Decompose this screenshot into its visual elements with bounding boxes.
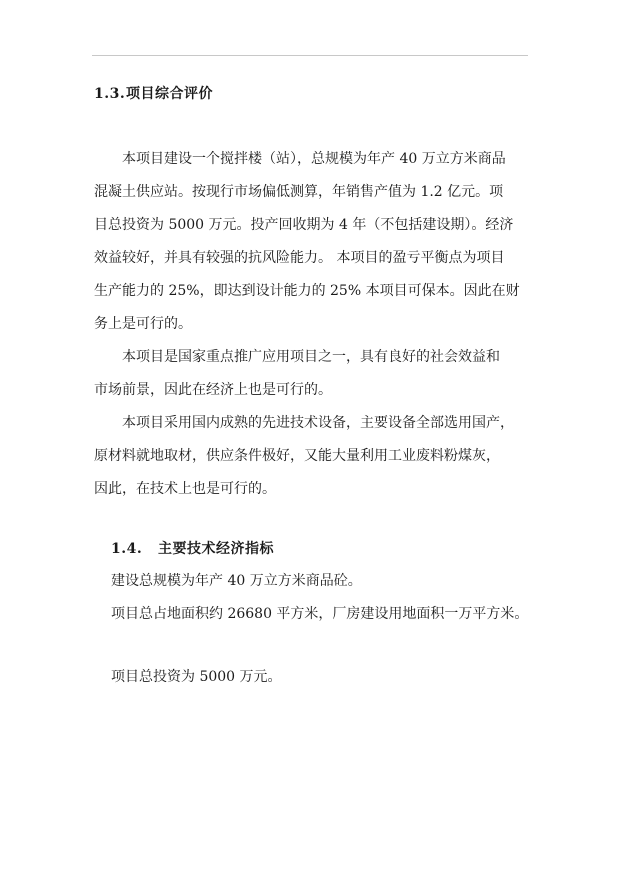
header-divider bbox=[92, 55, 528, 56]
section-number: 1.3. bbox=[94, 86, 126, 102]
paragraph-technical-feasibility bbox=[94, 407, 534, 506]
indicator-item-investment: 项目总投资为 5000 万元。 bbox=[111, 669, 282, 685]
text-line: 市场前景，因此在经济上也是可行的。 bbox=[94, 382, 332, 398]
paragraph-overall-evaluation bbox=[94, 143, 534, 341]
indicator-item-area: 项目总占地面积约 26680 平方米，厂房建设用地面积一万平方米。 bbox=[111, 606, 529, 622]
text-line: 生产能力的 25%，即达到设计能力的 25% 本项目可保本。因此在财 bbox=[94, 283, 520, 299]
text-line: 因此，在技术上也是可行的。 bbox=[94, 481, 276, 497]
text-line: 效益较好，并具有较强的抗风险能力。 本项目的盈亏平衡点为项目 bbox=[94, 250, 505, 266]
text-line: 目总投资为 5000 万元。投产回收期为 4 年（不包括建设期）。经济 bbox=[94, 217, 514, 233]
text-line: 本项目是国家重点推广应用项目之一，具有良好的社会效益和 bbox=[122, 349, 500, 365]
text-line: 混凝土供应站。按现行市场偏低测算，年销售产值为 1.2 亿元。项 bbox=[94, 184, 504, 200]
section-heading-1-4 bbox=[111, 538, 274, 558]
section-heading-1-3 bbox=[94, 83, 213, 103]
text-line: 本项目采用国内成熟的先进技术设备，主要设备全部选用国产， bbox=[122, 415, 514, 431]
paragraph-social-benefit bbox=[94, 341, 534, 407]
text-line: 本项目建设一个搅拌楼（站），总规模为年产 40 万立方米商品 bbox=[122, 151, 506, 167]
section-title: 主要技术经济指标 bbox=[158, 541, 274, 557]
text-line: 务上是可行的。 bbox=[94, 316, 192, 332]
section-title: 项目综合评价 bbox=[126, 86, 213, 102]
indicator-item-scale: 建设总规模为年产 40 万立方米商品砼。 bbox=[111, 573, 362, 589]
text-line: 原材料就地取材，供应条件极好，又能大量利用工业废料粉煤灰， bbox=[94, 448, 500, 464]
section-number: 1.4. bbox=[111, 541, 143, 557]
